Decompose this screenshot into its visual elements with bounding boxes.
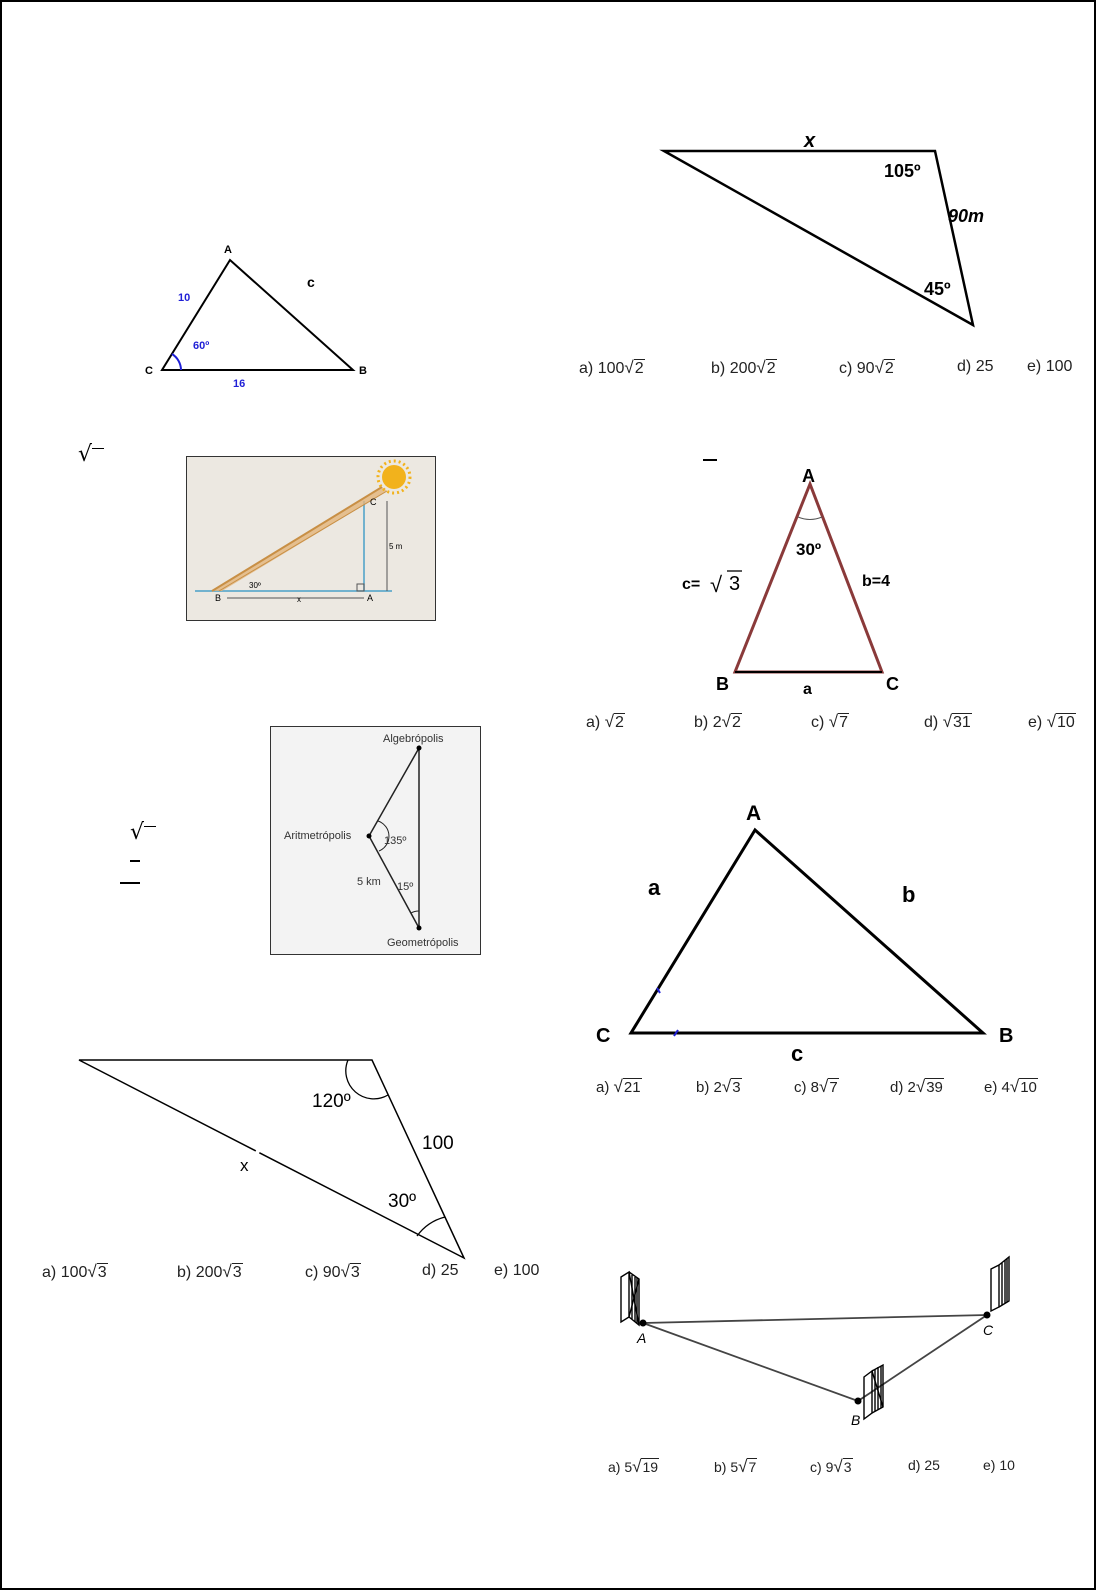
q2-option-e[interactable]: e) 100 bbox=[1027, 358, 1073, 375]
q4-angle-a: 30º bbox=[796, 540, 822, 559]
q7-option-a[interactable]: a) 100√3 bbox=[42, 1262, 107, 1281]
q5-angle-bottom: 15º bbox=[397, 881, 414, 893]
q4-option-c[interactable]: c) √7 bbox=[811, 712, 849, 731]
q8-option-c[interactable]: c) 9√3 bbox=[810, 1457, 852, 1476]
q5-angle-left: 135º bbox=[384, 835, 407, 847]
q4-side-c-prefix: c= bbox=[682, 576, 701, 593]
q1-side-ca: 10 bbox=[178, 292, 191, 304]
q4-vertex-a: A bbox=[802, 466, 815, 486]
q3-base: x bbox=[297, 595, 301, 604]
q3-sun-figure-box bbox=[186, 456, 436, 621]
q6-side-b: b bbox=[902, 882, 916, 907]
q3-sun-figure bbox=[187, 457, 435, 620]
q6-vertex-c: C bbox=[596, 1025, 611, 1047]
q2-side-top: x bbox=[804, 130, 816, 152]
q6-vertex-a: A bbox=[746, 802, 762, 825]
q6-option-d[interactable]: d) 2√39 bbox=[890, 1077, 943, 1096]
q3-vertex-c: C bbox=[370, 497, 377, 507]
q1-side-ab: c bbox=[307, 274, 315, 290]
q8-option-e[interactable]: e) 10 bbox=[983, 1457, 1015, 1473]
q4-option-b[interactable]: b) 2√2 bbox=[694, 712, 741, 731]
q3-vertex-b: B bbox=[215, 593, 222, 603]
q6-side-c: c bbox=[791, 1041, 804, 1066]
q8-option-a[interactable]: a) 5√19 bbox=[608, 1457, 659, 1476]
q5-cities-figure-box bbox=[270, 726, 481, 955]
q2-option-c[interactable]: c) 90√2 bbox=[839, 358, 894, 377]
q6-option-b[interactable]: b) 2√3 bbox=[696, 1077, 741, 1096]
q6-option-a[interactable]: a) √21 bbox=[596, 1077, 641, 1096]
stray-radical-sign: √ bbox=[78, 442, 104, 467]
q7-triangle-figure bbox=[72, 1047, 492, 1272]
q4-vertex-c: C bbox=[886, 674, 899, 694]
stray-bar-long bbox=[120, 882, 140, 884]
q8-gate-a-icon bbox=[621, 1272, 639, 1325]
q6-option-c[interactable]: c) 8√7 bbox=[794, 1077, 838, 1096]
q2-option-b[interactable]: b) 200√2 bbox=[711, 358, 776, 377]
q4-vertex-b: B bbox=[716, 674, 729, 694]
q5-city-top: Algebrópolis bbox=[383, 733, 444, 745]
q3-angle: 30º bbox=[249, 581, 261, 590]
q2-angle-bottom: 45º bbox=[924, 279, 951, 299]
q6-option-e[interactable]: e) 4√10 bbox=[984, 1077, 1037, 1096]
q7-side-x: x bbox=[240, 1156, 249, 1175]
stray-radical-sign-2: √ bbox=[130, 820, 156, 845]
q1-vertex-b: B bbox=[359, 365, 367, 377]
q1-angle-c: 60º bbox=[193, 340, 210, 352]
q4-side-b: b=4 bbox=[862, 573, 891, 590]
q5-city-bottom: Geometrópolis bbox=[387, 937, 459, 949]
q1-vertex-c: C bbox=[145, 365, 153, 377]
q8-option-b[interactable]: b) 5√7 bbox=[714, 1457, 757, 1476]
q7-option-b[interactable]: b) 200√3 bbox=[177, 1262, 242, 1281]
q1-side-cb: 16 bbox=[233, 378, 246, 390]
q2-side-right: 90m bbox=[948, 206, 985, 226]
q8-gate-c-icon bbox=[991, 1257, 1009, 1311]
q2-option-d[interactable]: d) 25 bbox=[957, 358, 994, 375]
q2-triangle-figure bbox=[652, 127, 1012, 337]
q4-side-c-radicand: 3 bbox=[729, 573, 741, 595]
q8-vertex-c: C bbox=[983, 1322, 994, 1338]
q2-option-a[interactable]: a) 100√2 bbox=[579, 358, 644, 377]
q8-vertex-b: B bbox=[851, 1412, 861, 1428]
q3-vertex-a: A bbox=[367, 593, 374, 603]
q6-vertex-b: B bbox=[999, 1025, 1014, 1047]
q4-option-e[interactable]: e) √10 bbox=[1028, 712, 1075, 731]
q4-option-d[interactable]: d) √31 bbox=[924, 712, 971, 731]
q1-triangle-figure bbox=[137, 237, 397, 397]
stray-dash bbox=[703, 459, 717, 461]
q7-side-right: 100 bbox=[422, 1133, 454, 1154]
q6-side-a: a bbox=[648, 875, 661, 900]
q8-vertex-a: A bbox=[637, 1330, 647, 1346]
q5-distance: 5 km bbox=[357, 876, 381, 888]
q7-option-e[interactable]: e) 100 bbox=[494, 1262, 540, 1279]
stray-bar-short bbox=[130, 860, 140, 862]
q7-angle-bottom: 30º bbox=[388, 1191, 417, 1212]
q5-city-left: Aritmetrópolis bbox=[284, 830, 352, 842]
q8-option-d[interactable]: d) 25 bbox=[908, 1457, 940, 1473]
q4-side-c-radical: √ bbox=[710, 572, 723, 597]
q4-option-a[interactable]: a) √2 bbox=[586, 712, 624, 731]
q1-vertex-a: A bbox=[224, 244, 232, 256]
q4-triangle-figure bbox=[672, 462, 932, 702]
q5-cities-figure bbox=[271, 727, 480, 954]
q8-gates-figure bbox=[607, 1247, 1027, 1462]
q7-option-c[interactable]: c) 90√3 bbox=[305, 1262, 360, 1281]
q7-option-d[interactable]: d) 25 bbox=[422, 1262, 459, 1279]
q2-angle-top: 105º bbox=[884, 161, 921, 181]
q6-triangle-figure bbox=[592, 792, 1032, 1066]
q7-angle-top: 120º bbox=[312, 1091, 351, 1112]
q8-gate-b-icon bbox=[864, 1365, 883, 1419]
q3-height: 5 m bbox=[389, 542, 403, 551]
q4-side-a: a bbox=[803, 681, 812, 698]
